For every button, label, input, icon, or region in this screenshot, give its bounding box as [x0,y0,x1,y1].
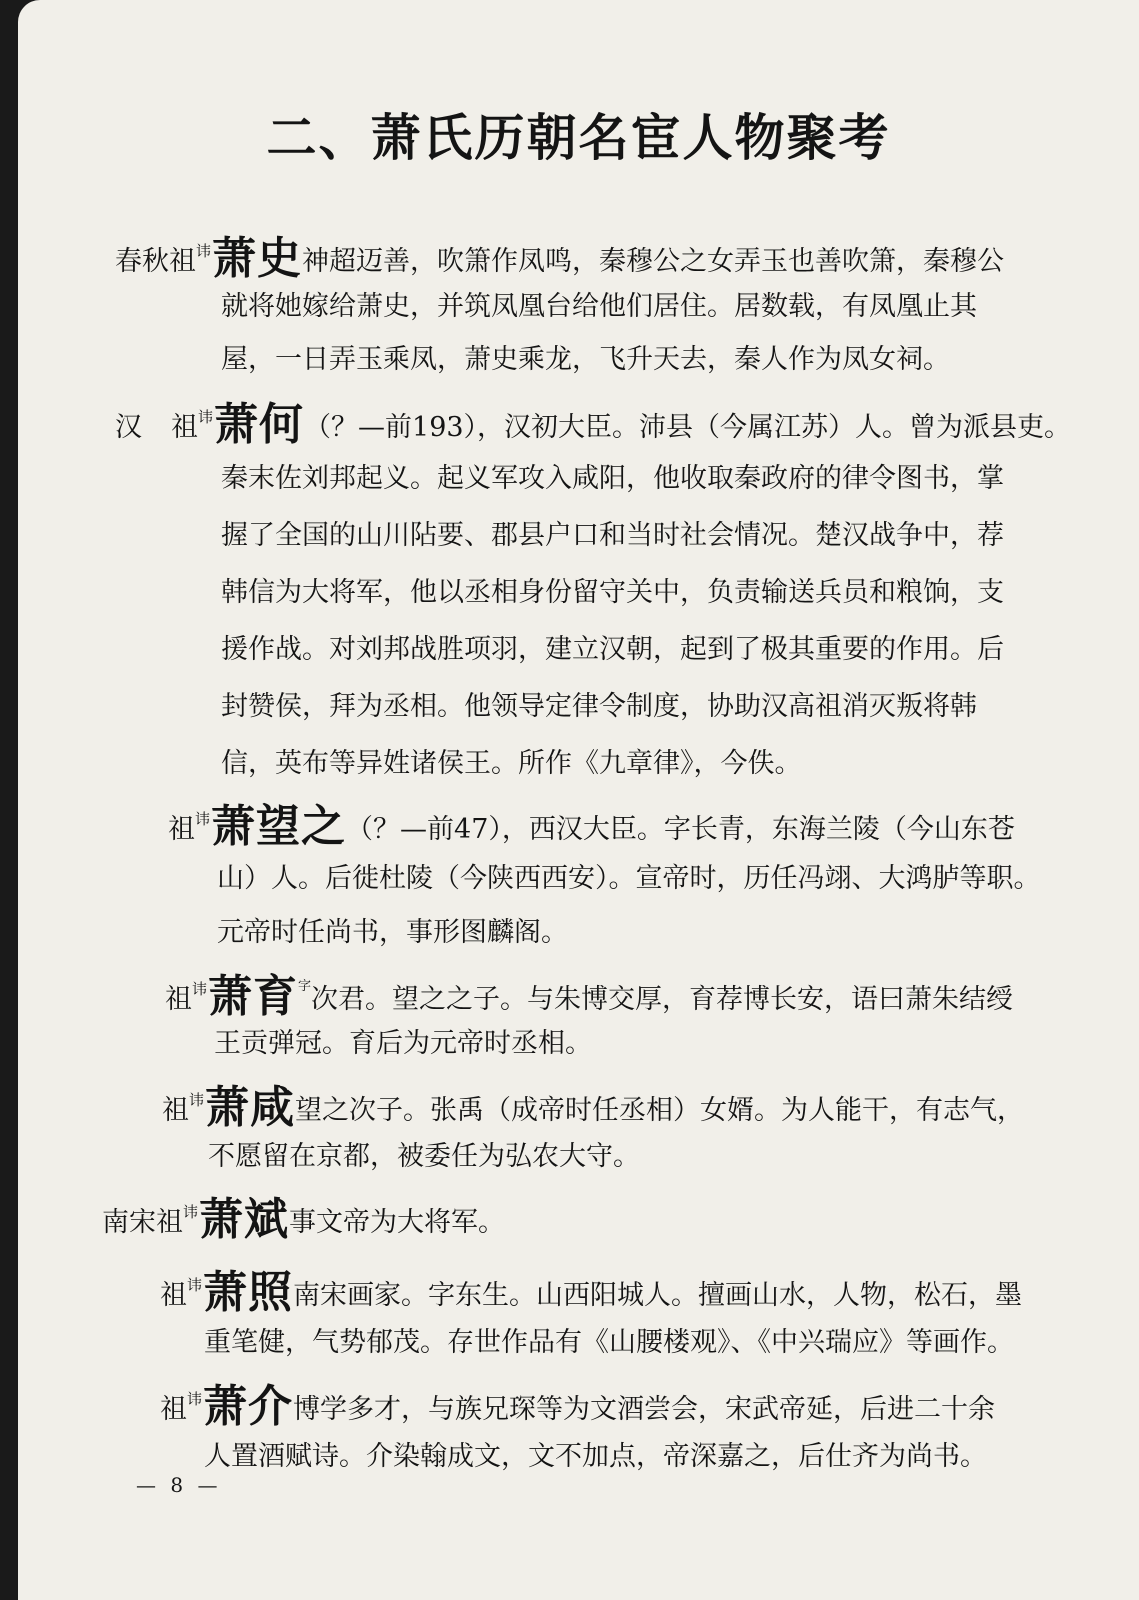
person-name: 萧斌 [199,1194,290,1245]
taboo-mark: 讳 [183,1203,199,1221]
dynasty-label: 南宋 [102,1207,156,1238]
taboo-mark: 讳 [198,408,214,426]
entry-text-line: （？—前47），西汉大臣。字长青，东海兰陵（今山东苍 [346,814,1015,845]
entry-text-line: 屋，一日弄玉乘凤，萧史乘龙，飞升天去，秦人作为凤女祠。 [221,344,950,375]
ancestor-label: 祖 [156,1207,183,1238]
person-name: 萧咸 [205,1082,296,1133]
entry-text-line: 就将她嫁给萧史，并筑凤凰台给他们居住。居数载，有凤凰止其 [221,291,977,322]
entry-text-line: 南宋画家。字东生。山西阳城人。擅画山水，人物，松石，墨 [293,1280,1023,1311]
page-title: 二、萧氏历朝名宦人物聚考 [266,109,891,167]
entry-text-line: 山）人。后徙杜陵（今陕西西安）。宣帝时，历任冯翊、大鸿胪等职。 [217,863,1041,894]
entry-text-line: 望之次子。张禹（成帝时任丞相）女婿。为人能干，有志气， [295,1095,1025,1126]
courtesy-name-mark: 字 [298,979,312,994]
person-name: 萧史 [212,233,303,284]
entry-text-line: 韩信为大将军，他以丞相身份留守关中，负责输送兵员和粮饷，支 [221,577,1004,608]
entry-text-line: 事文帝为大将军。 [289,1207,506,1238]
entry-text-line: 重笔健，气势郁茂。存世作品有《山腰楼观》、《中兴瑞应》等画作。 [204,1327,1014,1358]
taboo-mark: 讳 [187,1276,203,1294]
taboo-mark: 讳 [196,242,212,260]
taboo-mark: 讳 [187,1390,203,1408]
dynasty-label: 汉 [115,412,142,443]
ancestor-label: 祖 [169,246,196,277]
person-name: 萧照 [203,1267,294,1318]
ancestor-label: 祖 [160,1394,187,1425]
entry-text-line: 不愿留在京都，被委任为弘农大守。 [208,1141,640,1172]
entry-heading-xiaozhao [160,1258,1022,1323]
person-name: 萧介 [203,1381,294,1432]
entry-text-line: 博学多才，与族兄琛等为文酒尝会，宋武帝延，后进二十余 [293,1394,996,1425]
entry-text-line: 元帝时任尚书，事形图麟阁。 [217,917,568,948]
entry-text-line: 次君。望之之子。与朱博交厚，育荐博长安，语曰萧朱结绶 [311,984,1014,1015]
entry-text-line: 封赞侯，拜为丞相。他领导定律令制度，协助汉高祖消灭叛将韩 [221,691,977,722]
ancestor-label: 祖 [160,1280,187,1311]
entry-text-line: 人置酒赋诗。介染翰成文，文不加点，帝深嘉之，后仕齐为尚书。 [204,1441,987,1472]
ancestor-label: 祖 [162,1095,189,1126]
document-page [18,0,1139,1600]
entry-heading-xiaowangzhi [168,792,1015,857]
entry-text-line: （？—前193），汉初大臣。沛县（今属江苏）人。曾为派县吏。 [304,412,1072,443]
entry-text-line: 王贡弹冠。育后为元帝时丞相。 [214,1028,592,1059]
person-name: 萧望之 [211,801,347,852]
ancestor-label: 祖 [165,984,192,1015]
taboo-mark: 讳 [192,980,208,998]
entry-text-line: 神超迈善，吹箫作凤鸣，秦穆公之女弄玉也善吹箫，秦穆公 [302,246,1005,277]
entry-heading-xiaobin [102,1185,505,1250]
page-number: — 8 — [136,1473,222,1497]
entry-text-line: 秦末佐刘邦起义。起义军攻入咸阳，他收取秦政府的律令图书，掌 [221,463,1004,494]
person-name: 萧何 [214,399,305,450]
entry-heading-xiaohe [115,390,1071,455]
taboo-mark: 讳 [189,1091,205,1109]
ancestor-label: 祖 [168,814,195,845]
taboo-mark: 讳 [195,810,211,828]
entry-heading-xiaojie [160,1372,995,1437]
entry-text-line: 援作战。对刘邦战胜项羽，建立汉朝，起到了极其重要的作用。后 [221,634,1004,665]
entry-text-line: 信，英布等异姓诸侯王。所作《九章律》，今佚。 [221,748,802,779]
entry-text-line: 握了全国的山川阽要、郡县户口和当时社会情况。楚汉战争中，荐 [221,520,1004,551]
dynasty-label: 春秋 [115,246,169,277]
ancestor-label: 祖 [171,412,198,443]
person-name: 萧育 [208,971,299,1022]
entry-heading-xiaoxian [162,1073,1024,1138]
